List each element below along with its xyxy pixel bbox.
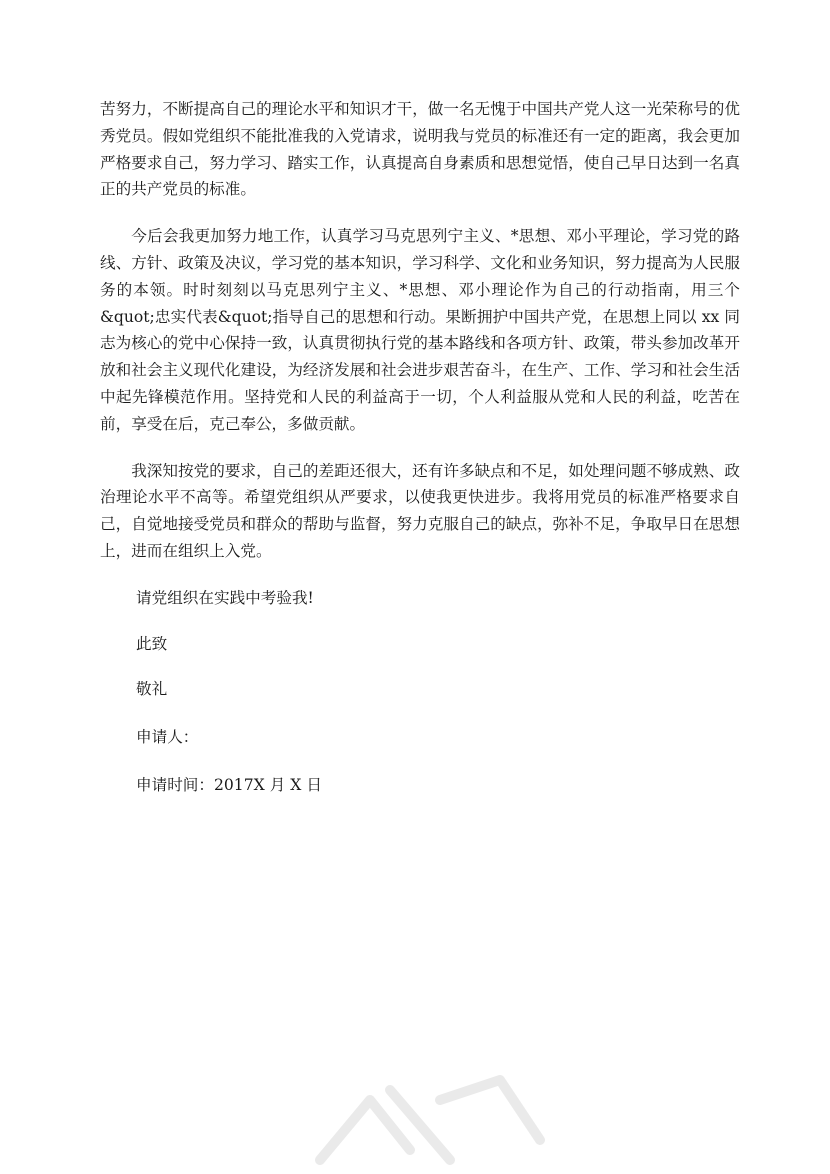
- applicant-line: 申请人：: [136, 728, 199, 747]
- paragraph-gap: [100, 438, 740, 458]
- application-date: 申请时间：2017X 月 X 日: [136, 775, 322, 794]
- line-gap: [100, 751, 740, 772]
- paragraph-gap: [100, 203, 740, 223]
- watermark-graphic: [300, 1060, 560, 1170]
- line-gap: [100, 657, 740, 676]
- line-gap: [100, 612, 740, 631]
- closing-regards: 敬礼: [136, 680, 168, 699]
- closing-salutation: 此致: [136, 634, 168, 653]
- closing-request: 请党组织在实践中考验我!: [136, 588, 314, 607]
- paragraph-2: 今后会我更加努力地工作，认真学习马克思列宁主义、*思想、邓小平理论，学习党的路线、方针、政策及决议，学习党的基本知识，学习科学、文化和业务知识，努力提高为人民服务的本领。时时刻刻以马克思列宁主义、*思想、邓小理论作为自己的行动指南，用三个&quot;忠实代表&quot;指导自己的思想和行动。果断拥护中国共产党，在思想上同以 xx 同志为核心的党中心保持一致，认真贯彻执行党的基本路线和各项方针、政策，带头参加改革开放和社会主义现代化建设，为经济发展和社会进步艰苦奋斗，在生产、工作、学习和社会生活中起先锋模范作用。坚持党和人民的利益高于一切，个人利益服从党和人民的利益，吃苦在前，享受在后，克己奉公，多做贡献。: [100, 227, 740, 433]
- document-body: [100, 96, 740, 799]
- paragraph-1: 苦努力，不断提高自己的理论水平和知识才干，做一名无愧于中国共产党人这一光荣称号的优秀党员。假如党组织不能批准我的入党请求，说明我与党员的标准还有一定的距离，我会更加严格要求自己，努力学习、踏实工作，认真提高自身素质和思想觉悟，使自己早日达到一名真正的共产党员的标准。: [100, 100, 740, 199]
- paragraph-3: 我深知按党的要求，自己的差距还很大，还有许多缺点和不足，如处理问题不够成熟、政治理论水平不高等。希望党组织从严要求，以使我更快进步。我将用党员的标准严格要求自己，自觉地接受党员和群众的帮助与监督，努力克服自己的缺点，弥补不足，争取早日在思想上，进而在组织上入党。: [100, 461, 740, 560]
- paragraph-gap: [100, 565, 740, 585]
- line-gap: [100, 703, 740, 724]
